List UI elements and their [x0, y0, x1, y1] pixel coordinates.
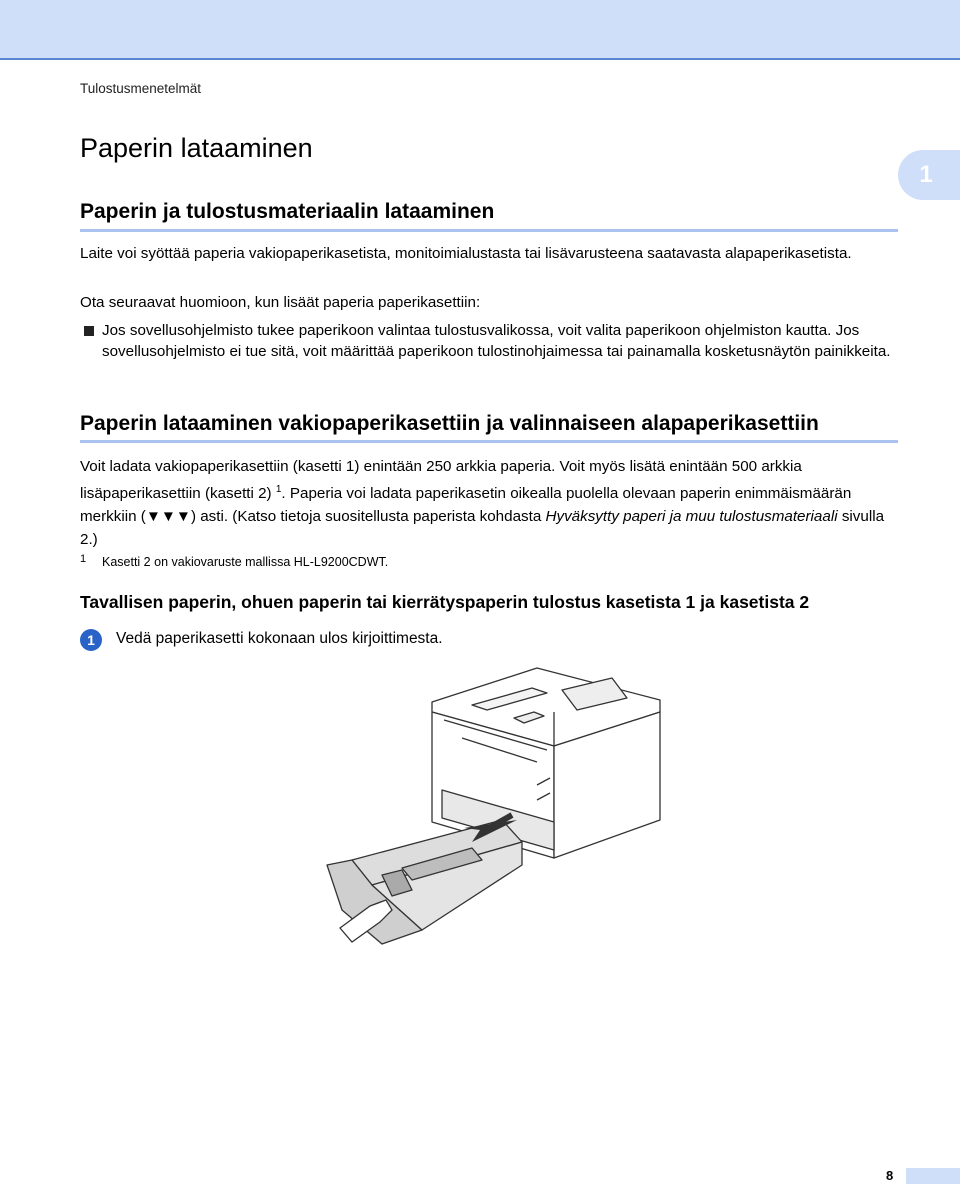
trays-text-4: sivulla 2.): [80, 508, 885, 549]
trays-text-3: ) asti. (Katso tietoja suositellusta paperista kohdasta: [190, 508, 542, 526]
bullet-text: Jos sovellusohjelmisto tukee paperikoon valintaa tulostusvalikossa, voit valita paperikoon ohjelmiston kautta. Jos sovellusohjelmisto ei tue sitä, voit määrittää paperikoon tulostinohjaimessa tai painamalla kosketusnäytön painikkeita.: [102, 322, 891, 360]
intro-paragraph: Laite voi syöttää paperia vakiopaperikasetista, monitoimialustasta tai lisävarusteena saatavasta alapaperikasetista.: [80, 245, 852, 262]
footnote-ref[interactable]: 1: [275, 484, 282, 495]
chapter-tab: 1: [898, 150, 960, 200]
max-mark-icons: ▼▼▼: [145, 508, 191, 526]
trays-text-2: . Paperia voi ladata paperikasetin oikealla puolella olevaan paperin enimmäismäärän merkkiin (: [80, 485, 852, 526]
trays-paragraph: [80, 455, 898, 551]
chapter-title: Paperin lataaminen: [80, 133, 313, 163]
section-rule: [80, 440, 898, 443]
top-band: [0, 0, 960, 60]
step-number-badge: 1: [80, 629, 102, 651]
page-number: 8: [886, 1168, 894, 1183]
subsection-heading: Tavallisen paperin, ohuen paperin tai kierrätyspaperin tulostus kasetista 1 ja kasetista 2: [80, 592, 810, 612]
footnote-number: 1: [80, 553, 87, 565]
step-text: Vedä paperikasetti kokonaan ulos kirjoittimesta.: [116, 630, 443, 647]
bullet-marker: [84, 326, 94, 336]
trays-text-1: Voit ladata vakiopaperikasettiin (kasetti 1) enintään 250 arkkia paperia. Voit myös lisätä enintään 500 arkkia lisäpaperikasettiin (kasetti 2): [80, 458, 802, 503]
cross-reference-link[interactable]: Hyväksytty paperi ja muu tulostusmateriaali: [545, 508, 838, 526]
section-rule: [80, 229, 898, 232]
printer-tray-illustration: [322, 660, 667, 950]
footnote-text: Kasetti 2 on vakiovaruste mallissa HL-L9200CDWT.: [102, 555, 389, 569]
running-header: Tulostusmenetelmät: [80, 81, 202, 96]
footer-tab: [906, 1168, 960, 1184]
section-heading-loading: Paperin ja tulostusmateriaalin lataaminen: [80, 200, 495, 223]
lead-paragraph: Ota seuraavat huomioon, kun lisäät paperia paperikasettiin:: [80, 294, 481, 311]
section-heading-trays: Paperin lataaminen vakiopaperikasettiin ja valinnaiseen alapaperikasettiin: [80, 412, 819, 435]
